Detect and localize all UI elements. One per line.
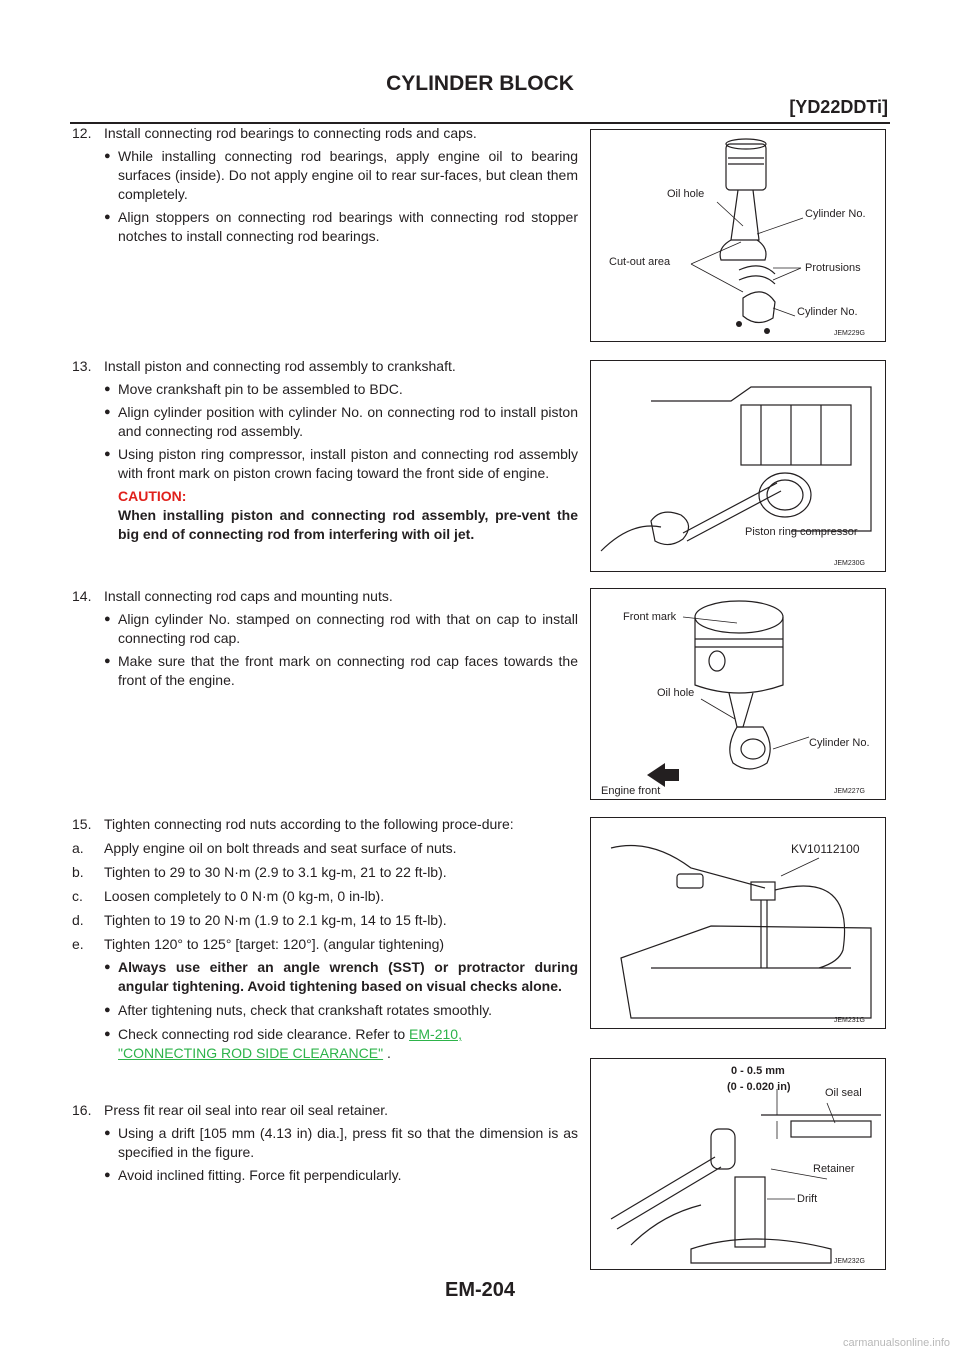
figure-piston-ring-compressor	[590, 360, 886, 572]
list-item: ● Make sure that the front mark on connecting rod cap faces towards the front of the engine.	[72, 652, 578, 690]
section-title: CYLINDER BLOCK	[386, 72, 574, 95]
nut-icon	[736, 321, 742, 327]
label-protrusions: Protrusions	[805, 262, 861, 274]
sub-step-letter: d.	[72, 912, 84, 928]
sub-step-text: Tighten to 29 to 30 N·m (2.9 to 3.1 kg-m, 21 to 22 ft-lb).	[104, 864, 447, 880]
label-engine-front: Engine front	[601, 785, 661, 797]
sub-step-letter: b.	[72, 864, 84, 880]
reference-link-side-clearance[interactable]: "CONNECTING ROD SIDE CLEARANCE"	[118, 1045, 384, 1061]
step-14	[72, 587, 578, 690]
step-number: 15.	[72, 816, 92, 832]
step-text: Install connecting rod caps and mounting nuts.	[104, 588, 393, 604]
sub-step	[72, 887, 578, 906]
list-item: ● While installing connecting rod bearings, apply engine oil to bearing surfaces (inside). Do not apply engine oil to rear sur-faces, but clean them completely.	[72, 147, 578, 204]
sub-step	[72, 863, 578, 882]
reference-suffix: .	[383, 1045, 391, 1061]
sub-step	[72, 911, 578, 930]
reference-prefix: Check connecting rod side clearance. Refer to	[118, 1026, 410, 1042]
step-text: Tighten connecting rod nuts according to the following proce-dure:	[104, 816, 514, 832]
list-item: ● Using piston ring compressor, install piston and connecting rod assembly with front mark on piston crown facing toward the front side of engine.	[72, 445, 578, 483]
engine-model: [YD22DDTi]	[789, 97, 888, 117]
sub-step	[72, 839, 578, 858]
step-text: Install piston and connecting rod assembly to crankshaft.	[104, 358, 456, 374]
step-12	[72, 124, 578, 246]
list-item: ● Align cylinder No. stamped on connecting rod with that on cap to install connecting rod cap.	[72, 610, 578, 648]
label-cylinder-no-top: Cylinder No.	[805, 208, 866, 220]
nut-icon	[764, 328, 770, 334]
page-number: EM-204	[444, 1279, 516, 1301]
reference-link-em210[interactable]: EM-210,	[409, 1026, 462, 1042]
list-item: ● Align cylinder position with cylinder No. on connecting rod to install piston and connecting rod assembly.	[72, 403, 578, 441]
caution-text: When installing piston and connecting rod assembly, pre-vent the big end of connecting rod from interfering with oil jet.	[118, 507, 578, 542]
sub-step-letter: c.	[72, 888, 83, 904]
list-item: ● Avoid inclined fitting. Force fit perpendicularly.	[72, 1166, 578, 1185]
sub-step-text: Tighten 120° to 125° [target: 120°]. (angular tightening)	[104, 936, 445, 952]
step-number: 14.	[72, 588, 92, 604]
label-clearance-in: (0 - 0.020 in)	[727, 1081, 791, 1093]
sub-step-text: Tighten to 19 to 20 N·m (1.9 to 2.1 kg-m, 14 to 15 ft-lb).	[104, 912, 447, 928]
label-front-mark: Front mark	[623, 611, 677, 623]
label-clearance-mm: 0 - 0.5 mm	[731, 1065, 785, 1077]
figure-angle-wrench	[590, 817, 886, 1029]
caution-label: CAUTION:	[118, 488, 187, 504]
list-item: ● Using a drift [105 mm (4.13 in) dia.], press fit so that the dimension is as specified in the figure.	[72, 1124, 578, 1162]
step-number: 16.	[72, 1102, 92, 1118]
list-item: ● Move crankshaft pin to be assembled to BDC.	[72, 380, 578, 399]
list-item: ● After tightening nuts, check that crankshaft rotates smoothly.	[72, 1001, 578, 1020]
figure-code: JEM230G	[833, 560, 865, 567]
label-tool-number: KV10112100	[791, 842, 860, 856]
label-piston-ring-compressor: Piston ring compressor	[745, 526, 858, 538]
label-cylinder-no-bottom: Cylinder No.	[797, 306, 858, 318]
step-13-heading	[72, 357, 578, 376]
list-item: ● Align stoppers on connecting rod bearings with connecting rod stopper notches to install connecting rod bearings.	[72, 208, 578, 246]
step-text: Press fit rear oil seal into rear oil seal retainer.	[104, 1102, 389, 1118]
label-oil-hole: Oil hole	[667, 188, 705, 200]
label-cutout-area: Cut-out area	[609, 256, 671, 268]
figure-code: JEM231G	[833, 1017, 865, 1024]
label-oil-seal: Oil seal	[825, 1087, 862, 1099]
figure-oil-seal-drift	[590, 1058, 886, 1270]
list-item: ● Always use either an angle wrench (SST) or protractor during angular tightening. Avoid tightening based on visual checks alone.	[72, 958, 578, 996]
sub-step	[72, 935, 578, 954]
step-12-heading	[72, 124, 578, 143]
step-text: Install connecting rod bearings to connecting rods and caps.	[104, 125, 477, 141]
step-16	[72, 1101, 578, 1185]
figure-code: JEM227G	[833, 788, 865, 795]
figure-front-mark	[590, 588, 886, 800]
step-14-heading	[72, 587, 578, 606]
sub-step-text: Apply engine oil on bolt threads and seat surface of nuts.	[104, 840, 457, 856]
step-15	[72, 815, 578, 1063]
step-13	[72, 357, 578, 544]
watermark: carmanualsonline.info	[842, 1337, 950, 1349]
sub-step-letter: a.	[72, 840, 84, 856]
sub-step-letter: e.	[72, 936, 84, 952]
step-number: 13.	[72, 358, 92, 374]
engine-front-arrow-icon	[647, 763, 679, 787]
step-15-heading	[72, 815, 578, 834]
figure-bearing-installation	[590, 129, 886, 342]
list-item-with-reference	[72, 1025, 578, 1063]
label-oil-hole: Oil hole	[657, 687, 695, 699]
sub-step-text: Loosen completely to 0 N·m (0 kg-m, 0 in-lb).	[104, 888, 385, 904]
label-drift: Drift	[797, 1193, 818, 1205]
step-16-heading	[72, 1101, 578, 1120]
compressor-illustration	[591, 361, 887, 573]
label-cylinder-no: Cylinder No.	[809, 737, 870, 749]
step-number: 12.	[72, 125, 92, 141]
figure-code: JEM232G	[833, 1258, 865, 1265]
label-retainer: Retainer	[813, 1163, 855, 1175]
figure-code: JEM229G	[833, 330, 865, 337]
